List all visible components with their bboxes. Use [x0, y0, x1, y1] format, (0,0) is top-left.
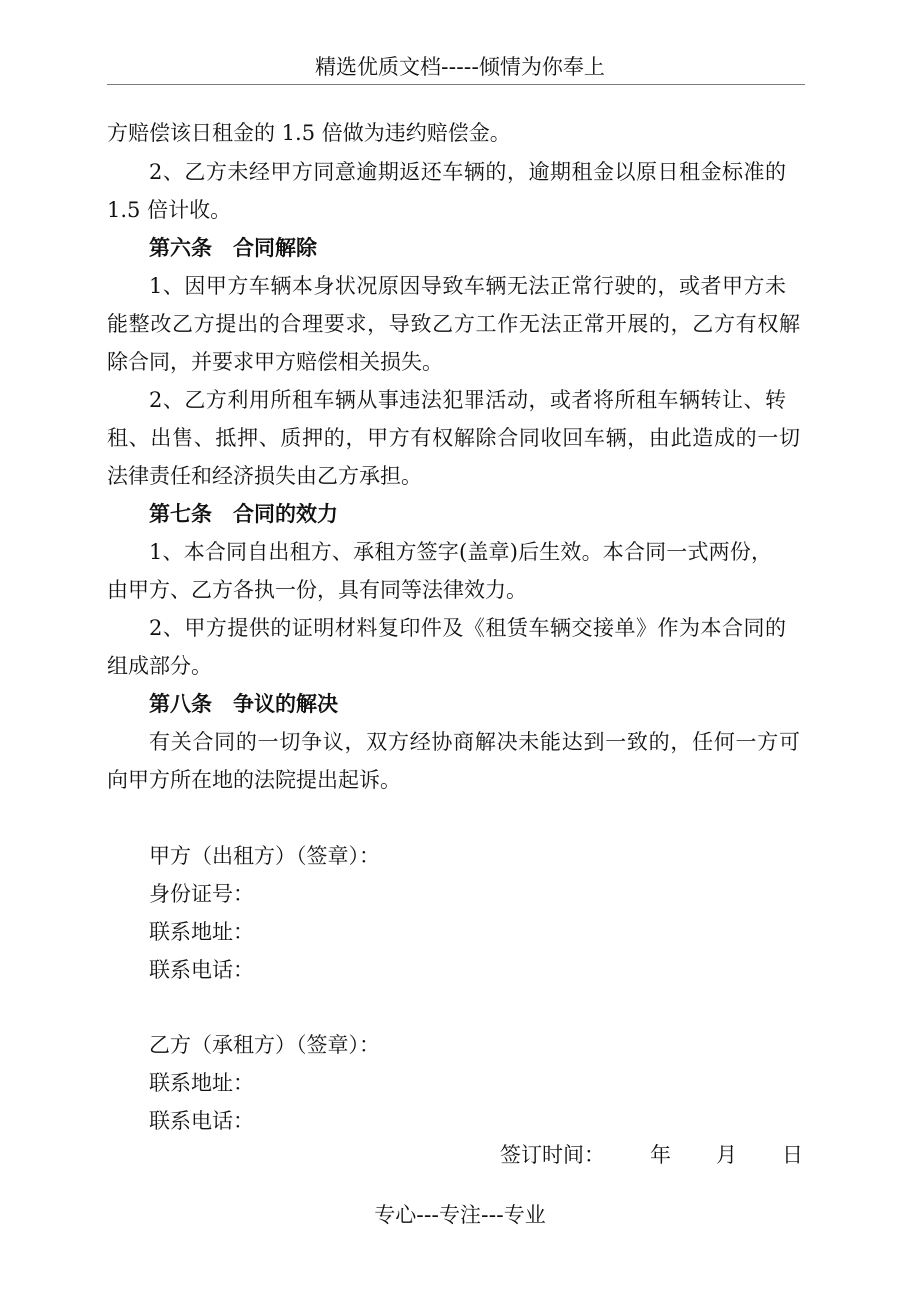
page-header: 精选优质文档-----倾情为你奉上 — [315, 55, 605, 79]
body-line-5: 1、因甲方车辆本身状况原因导致车辆无法正常行驶的，或者甲方未 — [149, 274, 786, 298]
party-a-address-label: 联系地址： — [149, 920, 254, 944]
article-6-title: 第六条 合同解除 — [149, 236, 317, 260]
signing-day-label: 日 — [782, 1143, 803, 1167]
body-line-3: 1.5 倍计收。 — [107, 198, 232, 222]
body-line-7: 除合同，并要求甲方赔偿相关损失。 — [107, 350, 443, 374]
signing-date-label: 签订时间： — [500, 1143, 605, 1167]
body-line-9: 租、出售、抵押、质押的，甲方有权解除合同收回车辆，由此造成的一切 — [107, 426, 800, 450]
party-a-phone-label: 联系电话： — [149, 958, 254, 982]
header-divider — [107, 84, 805, 85]
body-line-13: 由甲方、乙方各执一份，具有同等法律效力。 — [107, 578, 527, 602]
body-line-18: 向甲方所在地的法院提出起诉。 — [107, 768, 401, 792]
body-line-12: 1、本合同自出租方、承租方签字(盖章)后生效。本合同一式两份， — [149, 540, 772, 564]
body-line-17: 有关合同的一切争议，双方经协商解决未能达到一致的，任何一方可 — [149, 730, 800, 754]
party-b-phone-label: 联系电话： — [149, 1109, 254, 1133]
signing-year-label: 年 — [650, 1143, 671, 1167]
signing-month-label: 月 — [716, 1143, 737, 1167]
body-line-2: 2、乙方未经甲方同意逾期返还车辆的，逾期租金以原日租金标准的 — [149, 160, 786, 184]
article-8-title: 第八条 争议的解决 — [149, 692, 338, 716]
body-line-1: 方赔偿该日租金的 1.5 倍做为违约赔偿金。 — [107, 121, 511, 145]
body-line-14: 2、甲方提供的证明材料复印件及《租赁车辆交接单》作为本合同的 — [149, 616, 786, 640]
party-a-label: 甲方（出租方）（签章）： — [149, 844, 380, 868]
party-b-address-label: 联系地址： — [149, 1071, 254, 1095]
page-footer: 专心---专注---专业 — [374, 1203, 546, 1227]
body-line-8: 2、乙方利用所租车辆从事违法犯罪活动，或者将所租车辆转让、转 — [149, 388, 786, 412]
body-line-6: 能整改乙方提出的合理要求，导致乙方工作无法正常开展的，乙方有权解 — [107, 312, 800, 336]
article-7-title: 第七条 合同的效力 — [149, 502, 338, 526]
body-line-10: 法律责任和经济损失由乙方承担。 — [107, 464, 422, 488]
party-a-id-label: 身份证号： — [149, 882, 254, 906]
body-line-15: 组成部分。 — [107, 654, 212, 678]
party-b-label: 乙方（承租方）（签章）： — [149, 1033, 380, 1057]
